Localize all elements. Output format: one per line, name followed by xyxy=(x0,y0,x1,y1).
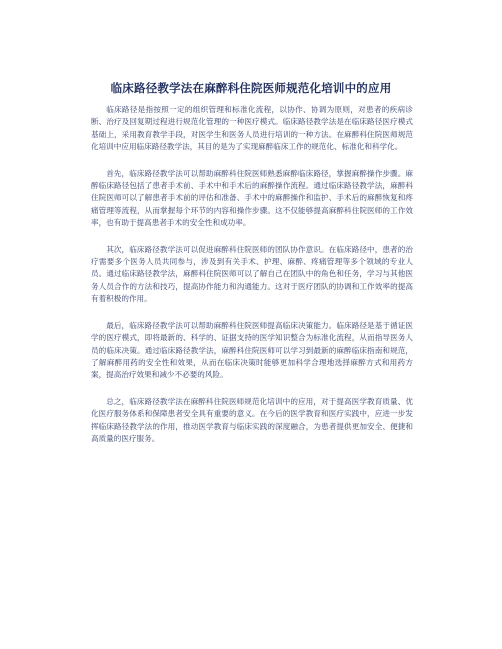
paragraph-first-point: 首先，临床路径教学法可以帮助麻醉科住院医师熟悉麻醉临床路径，掌握麻醉操作步骤。麻醉临床路径包括了患者手术前、手术中和手术后的麻醉操作流程。通过临床路径教学法，麻醉科住院医师可以了解患者手术前的评估和准备、手术中的麻醉操作和监护、手术后的麻醉恢复和疼痛管理等流程，从而掌握每个环节的内容和操作步骤。这不仅能够提高麻醉科住院医师的工作效率，也有助于提高患者手术的安全性和成功率。 xyxy=(91,168,413,228)
paragraph-second-point: 其次，临床路径教学法可以促进麻醉科住院医师的团队协作意识。在临床路径中，患者的治疗需要多个医务人员共同参与，涉及到有关手术、护理、麻醉、疼痛管理等多个领域的专业人员。通过临床路径教学法，麻醉科住院医师可以了解自己在团队中的角色和任务，学习与其他医务人员合作的方法和技巧，提高协作能力和沟通能力。这对于医疗团队的协调和工作效率的提高有着积极的作用。 xyxy=(91,244,413,304)
document-title: 临床路径教学法在麻醉科住院医师规范化培训中的应用 xyxy=(110,81,392,95)
paragraph-intro: 临床路径是指按照一定的组织管理和标准化流程，以协作、协调为原则，对患者的疾病诊断、治疗及回复期过程进行规范化管理的一种医疗模式。临床路径教学法是在临床路径医疗模式基础上，采用教育教学手段，对医学生和医务人员进行培训的一种方法。在麻醉科住院医师规范化培训中应用临床路径教学法，其目的是为了实现麻醉临床工作的规范化、标准化和科学化。 xyxy=(91,105,413,152)
paragraph-third-point: 最后，临床路径教学法可以帮助麻醉科住院医师提高临床决策能力。临床路径是基于循证医学的医疗模式，即将最新的、科学的、证据支持的医学知识整合为标准化流程，从而指导医务人员的临床决策。通过临床路径教学法，麻醉科住院医师可以学习到最新的麻醉临床指南和规范，了解麻醉用药的安全性和效果，从而在临床决策时能够更加科学合理地选择麻醉方式和用药方案，提高治疗效果和减少不必要的风险。 xyxy=(91,320,413,380)
paragraph-conclusion: 总之，临床路径教学法在麻醉科住院医师规范化培训中的应用，对于提高医学教育质量、优化医疗服务体系和保障患者安全具有重要的意义。在今后的医学教育和医疗实践中，应进一步发挥临床路径教学法的作用，推动医学教育与临床实践的深度融合，为患者提供更加安全、便捷和高质量的医疗服务。 xyxy=(91,396,413,443)
document-body xyxy=(91,104,413,459)
